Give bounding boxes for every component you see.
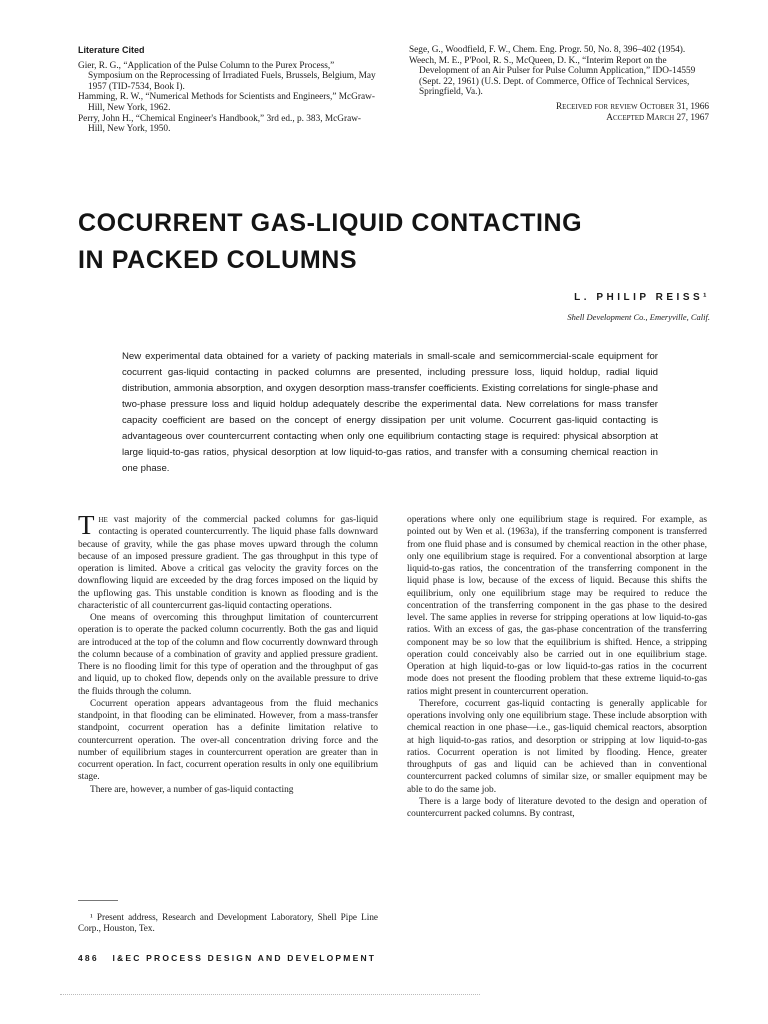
references-left xyxy=(78,45,376,135)
abstract: New experimental data obtained for a variety of packing materials in small-scale and semicommercial-scale equipment for cocurrent gas-liquid contacting in packed columns are presented, including pressure loss, liquid holdup, radial liquid distribution, ammonia absorption, and oxygen desorption mass-transfer coefficients. Existing correlations for single-phase and two-phase pressure loss and liquid holdup adequately describe the experimental data. New correlations for mass transfer capacity coefficient are based on the concept of energy dissipation per unit volume. Cocurrent gas-liquid contacting is advantageous over countercurrent contacting when only one equilibrium contacting stage is required: physical absorption at large liquid-to-gas ratios, physical desorption at low liquid-to-gas ratios, and transfer with a consuming chemical reaction in one phase. xyxy=(122,351,658,474)
reference-item: Hamming, R. W., “Numerical Methods for Scientists and Engineers,” McGraw-Hill, New York, 1962. xyxy=(78,92,375,113)
author-name: L. PHILIP REISS¹ xyxy=(574,292,710,303)
footnote-rule xyxy=(78,900,118,901)
body-column-left xyxy=(78,510,378,796)
drop-cap: T xyxy=(78,510,95,540)
reference-item: Sege, G., Woodfield, F. W., Chem. Eng. Progr. 50, No. 8, 396–402 (1954). xyxy=(409,45,686,55)
received-date: Received for review October 31, 1966 xyxy=(555,101,709,112)
footnote-text: ¹ Present address, Research and Development Laboratory, Shell Pipe Line Corp., Houston, Tex. xyxy=(78,912,378,933)
page-footer: 486 I&EC PROCESS DESIGN AND DEVELOPMENT xyxy=(78,953,377,963)
body-paragraph: One means of overcoming this throughput limitation of countercurrent operation is to operate the packed column cocurrently. Both the gas and liquid are introduced at the top of the column and flow cocurrently downward through the column because of a combination of gravity and applied pressure gradient. There is no flooding limit for this type of operation and the throughput of gas and liquid, up to choked flow, depends only on the available pressure to drive the fluids through the column. xyxy=(78,613,378,697)
body-paragraph: There is a large body of literature devoted to the design and operation of countercurrent packed columns. By contrast, xyxy=(407,796,707,819)
body-paragraph: operations where only one equilibrium stage is required. For example, as pointed out by Wen et al. (1963a), if the transferring component is transferred from one fluid phase and is consumed by chemical reaction in the other phase, only one equilibrium stage is required. For a conventional absorption at large liquid-to-gas ratios, the concentration of the transferring component in the liquid phase is low, because of the excess of liquid. Because this shifts the equilibrium, only one equilibrium stage may be required to reduce the concentration of the transferring component in the gas phase to the desired level. The same applies in reverse for stripping operations at low liquid-to-gas ratios. With an excess of gas, the gas-phase concentration of the transferring component may be so low that the equilibrium is shifted. Hence, a stripping operation could conceivably also be carried out in one equilibrium stage. Operation at high liquid-to-gas or low liquid-to-gas ratios in the cocurrent mode does not present the flooding problem that these extreme liquid-to-gas ratios might present in countercurrent operation. xyxy=(407,515,707,697)
title-line-1: COCURRENT GAS-LIQUID CONTACTING xyxy=(78,209,583,237)
reference-item: Weech, M. E., P'Pool, R. S., McQueen, D. K., “Interim Report on the Development of an Air Pulser for Pulse Column Application,” IDO-14559 (Sept. 22, 1961) (U.S. Dept. of Commerce, Office of Technical Services, Springfield, Va.). xyxy=(409,55,696,98)
references-right xyxy=(409,45,709,123)
reference-item: Perry, John H., “Chemical Engineer's Handbook,” 3rd ed., p. 383, McGraw-Hill, New York, 1950. xyxy=(78,113,362,135)
first-word: he xyxy=(98,515,108,525)
footnote xyxy=(78,912,378,934)
article-title xyxy=(78,205,718,279)
reference-item: Gier, R. G., “Application of the Pulse Column to the Purex Process,” Symposium on the Reprocessing of Irradiated Fuels, Brussels, Belgium, May 1957 (TID-7534, Book I). xyxy=(78,60,376,92)
body-paragraph: There are, however, a number of gas-liquid contacting xyxy=(90,784,294,795)
accepted-date: Accepted March 27, 1967 xyxy=(606,112,709,123)
body-column-right xyxy=(407,514,707,820)
body-paragraph: Cocurrent operation appears advantageous from the fluid mechanics standpoint, in that flooding can be eliminated. However, from a mass-transfer standpoint, cocurrent operation has a definite limitation relative to countercurrent operation. The over-all concentration driving force and the number of equilibrium stages in countercurrent operation are greater than in cocurrent operation. In fact, cocurrent operation results in only one equilibrium stage. xyxy=(78,698,378,783)
body-paragraph: The vast majority of the commercial packed columns for gas-liquid contacting is operated countercurrently. The liquid phase falls downward because of gravity, while the gas phase moves upward through the column because of an imposed pressure gradient. The gas throughput in this type of operation is limited. Above a critical gas velocity the gravity forces on the downflowing liquid are exceeded by the drag forces imposed on the liquid by the upflowing gas. This unstable condition is known as flooding and is the characteristic of all countercurrent gas-liquid contacting operations. xyxy=(78,510,378,611)
title-line-2: IN PACKED COLUMNS xyxy=(78,246,358,274)
author-affiliation: Shell Development Co., Emeryville, Calif. xyxy=(567,312,710,322)
literature-cited-heading: Literature Cited xyxy=(78,45,145,55)
body-paragraph: Therefore, cocurrent gas-liquid contacting is generally applicable for operations involving only one equilibrium stage. These include absorption with chemical reaction in one phase—i.e., gas-liquid chemical reactors, absorption at high liquid-to-gas ratios, and desorption or stripping at low liquid-to-gas ratios. Cocurrent operation is not limited by flooding. Hence, greater throughputs of gas and liquid can be achieved than in conventional countercurrent packed columns of similar size, or smaller equipment may be able to do the same job. xyxy=(407,698,707,795)
scan-artifact-line xyxy=(60,994,480,995)
